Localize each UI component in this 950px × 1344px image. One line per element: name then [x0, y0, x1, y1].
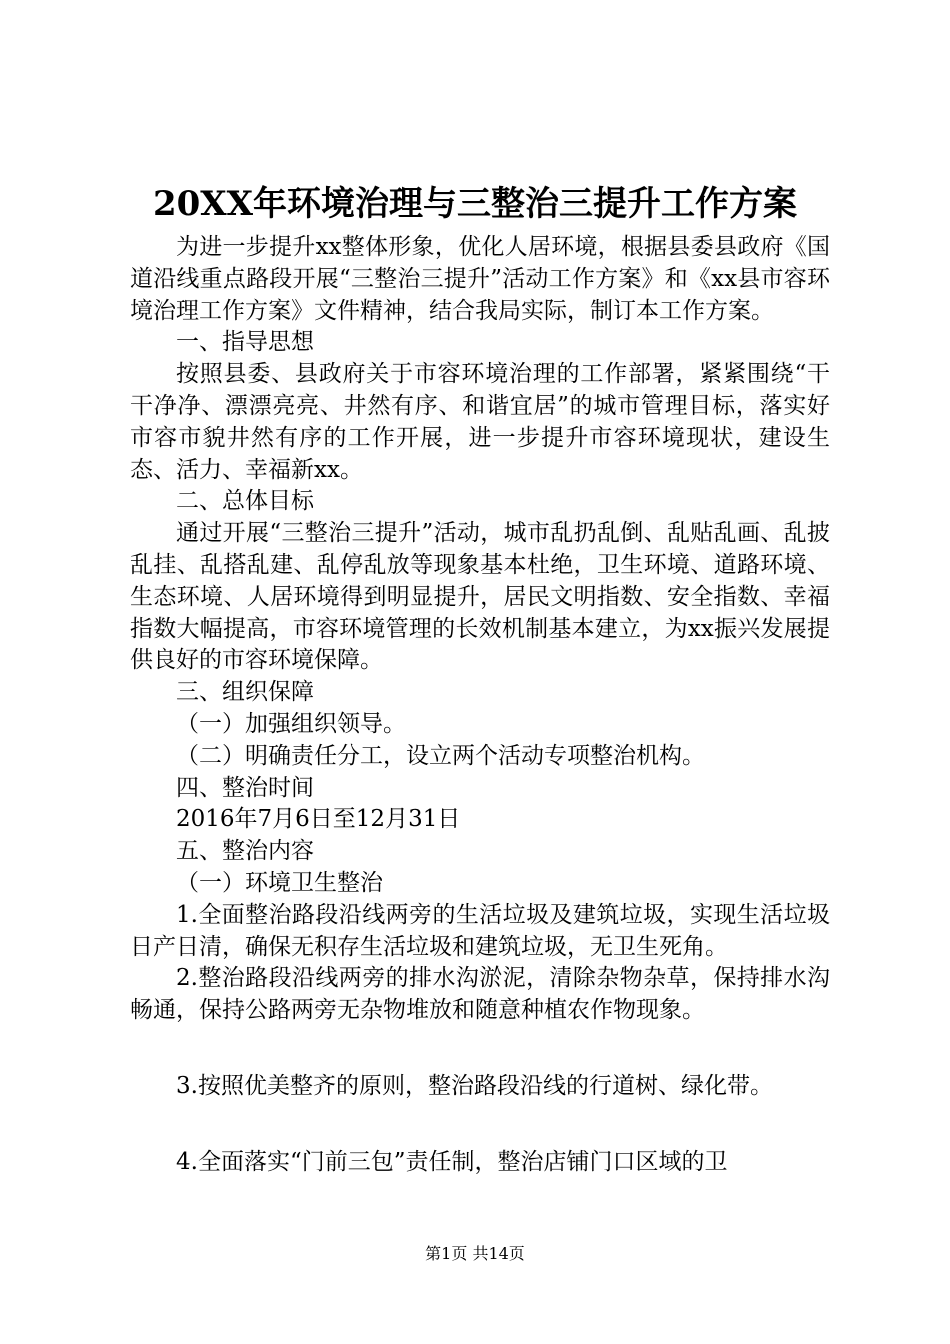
- paragraph-intro: 为进一步提升xx整体形象，优化人居环境，根据县委县政府《国道沿线重点路段开展“三整治三提升”活动工作方案》和《xx县市容环境治理工作方案》文件精神，结合我局实际，制订本工作方案。: [130, 234, 830, 324]
- heading-schedule: 四、整治时间: [176, 774, 314, 801]
- heading-content: 五、整治内容: [176, 838, 314, 865]
- heading-overall-goal: 二、总体目标: [176, 488, 314, 515]
- item-sanitation-2: 2.整治路段沿线两旁的排水沟淤泥，清除杂物杂草，保持排水沟畅通，保持公路两旁无杂物堆放和随意种植农作物现象。: [130, 965, 830, 1024]
- paragraph-guiding-ideology: 按照县委、县政府关于市容环境治理的工作部署，紧紧围绕“干干净净、漂漂亮亮、井然有序、和谐宜居”的城市管理目标，落实好市容市貌井然有序的工作开展，进一步提升市容环境现状，建设生态、活力、幸福新xx。: [130, 361, 830, 483]
- document-body: [130, 232, 830, 1179]
- paragraph-schedule: 2016年7月6日至12月31日: [176, 806, 461, 833]
- heading-organization: 三、组织保障: [176, 679, 314, 706]
- item-sanitation-3: 3.按照优美整齐的原则，整治路段沿线的行道树、绿化带。: [176, 1072, 773, 1099]
- page-number-footer: 第1页 共14页: [425, 1244, 525, 1263]
- document-title: 20XX年环境治理与三整治三提升工作方案: [152, 184, 798, 224]
- subheading-sanitation: （一）环境卫生整治: [176, 869, 383, 896]
- heading-guiding-ideology: 一、指导思想: [176, 329, 314, 356]
- item-organization-1: （一）加强组织领导。: [176, 710, 406, 737]
- paragraph-overall-goal: 通过开展“三整治三提升”活动，城市乱扔乱倒、乱贴乱画、乱披乱挂、乱搭乱建、乱停乱放等现象基本杜绝，卫生环境、道路环境、生态环境、人居环境得到明显提升，居民文明指数、安全指数、幸福指数大幅提高，市容环境管理的长效机制基本建立，为xx振兴发展提供良好的市容环境保障。: [130, 520, 830, 674]
- item-organization-2: （二）明确责任分工，设立两个活动专项整治机构。: [176, 742, 705, 769]
- item-sanitation-1: 1.全面整治路段沿线两旁的生活垃圾及建筑垃圾，实现生活垃圾日产日清，确保无积存生活垃圾和建筑垃圾，无卫生死角。: [130, 901, 830, 960]
- item-sanitation-4: 4.全面落实“门前三包”责任制，整治店铺门口区域的卫: [176, 1148, 728, 1175]
